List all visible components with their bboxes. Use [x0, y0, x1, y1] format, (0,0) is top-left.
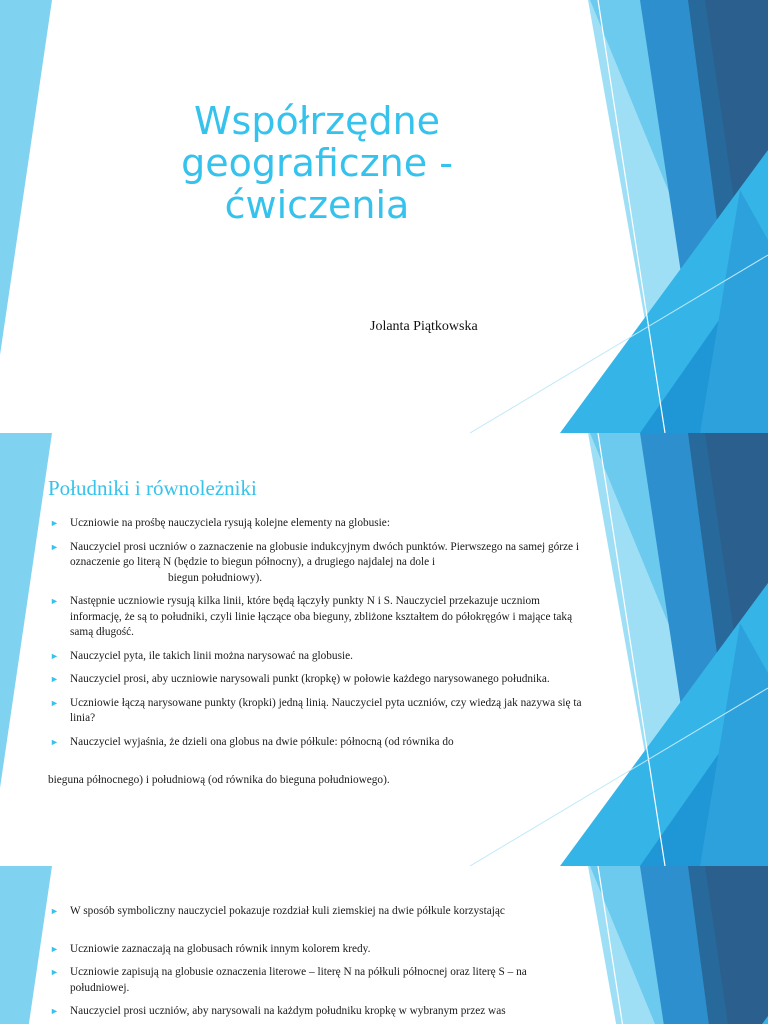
triangle-right-icon: ► — [50, 1006, 59, 1016]
triangle-right-icon: ► — [50, 697, 59, 708]
title-line-3: ćwiczenia — [224, 183, 410, 227]
list-item: ► Nauczyciel prosi, aby uczniowie narysowali punkt (kropkę) w połowie każdego narysowanego południka. — [48, 672, 588, 688]
triangle-right-icon: ► — [50, 736, 59, 747]
list-item: ► Nauczyciel wyjaśnia, że dzieli ona globus na dwie półkule: północną (od równika do — [48, 735, 588, 751]
list-item: ► Uczniowie na prośbę nauczyciela rysują kolejne elementy na globusie: — [48, 516, 588, 532]
bullet-list — [48, 904, 588, 1024]
triangle-right-icon: ► — [50, 596, 59, 606]
triangle-right-icon: ► — [50, 674, 59, 684]
list-item: ► Nauczyciel prosi uczniów, aby narysowali na każdym południku kropkę w wybranym przez was — [48, 1004, 588, 1020]
list-item: ► Uczniowie łączą narysowane punkty (kropki) jedną linią. Nauczyciel pyta uczniów, czy wiedzą jak nazywa się ta linia? — [50, 696, 582, 724]
triangle-right-icon: ► — [50, 518, 59, 528]
title-slide — [0, 0, 768, 433]
list-item: ► Nauczyciel prosi uczniów o zaznaczenie na globusie indukcyjnym dwóch punktów. Pierwszego na samej górze i oznaczenie go literą N (będzie to biegun północny), a drugiego najdalej na dole i biegun południowy). — [50, 540, 580, 584]
list-item: ► Nauczyciel pyta, ile takich linii można narysować na globusie. — [48, 649, 588, 665]
content-slide-meridians — [0, 433, 768, 866]
list-item: ► Uczniowie zapisują na globusie oznaczenia literowe – literę N na półkuli północnej oraz literę S – na południowej. — [50, 966, 527, 994]
triangle-right-icon: ► — [50, 967, 59, 977]
title-line-1: Współrzędne — [193, 99, 441, 143]
bullet-list — [48, 516, 588, 758]
triangle-right-icon: ► — [50, 541, 59, 552]
content-slide-equator — [0, 866, 768, 1024]
triangle-right-icon: ► — [50, 650, 59, 661]
list-item: ► W sposób symboliczny nauczyciel pokazuje rozdział kuli ziemskiej na dwie półkule korzystając — [48, 904, 588, 920]
slide-heading: Południki i równoleżniki — [48, 476, 257, 500]
triangle-right-icon: ► — [50, 906, 59, 916]
list-item: ► Uczniowie zaznaczają na globusach równik innym kolorem kredy. — [48, 942, 588, 958]
list-item: ► Następnie uczniowie rysują kilka linii, które będą łączyły punkty N i S. Nauczyciel przekazuje uczniom informację, że są to południki, czyli linie łączące oba bieguny, zbliżone kształtem do półokręgów i mające taką samą długość. — [50, 595, 573, 638]
title-line-2: geograficzne - — [181, 141, 453, 185]
triangle-right-icon: ► — [50, 943, 59, 954]
paragraph-continuation: bieguna północnego) i południową (od równika do bieguna południowego). — [48, 774, 390, 786]
author-name: Jolanta Piątkowska — [370, 319, 478, 334]
presentation-title — [140, 100, 494, 226]
